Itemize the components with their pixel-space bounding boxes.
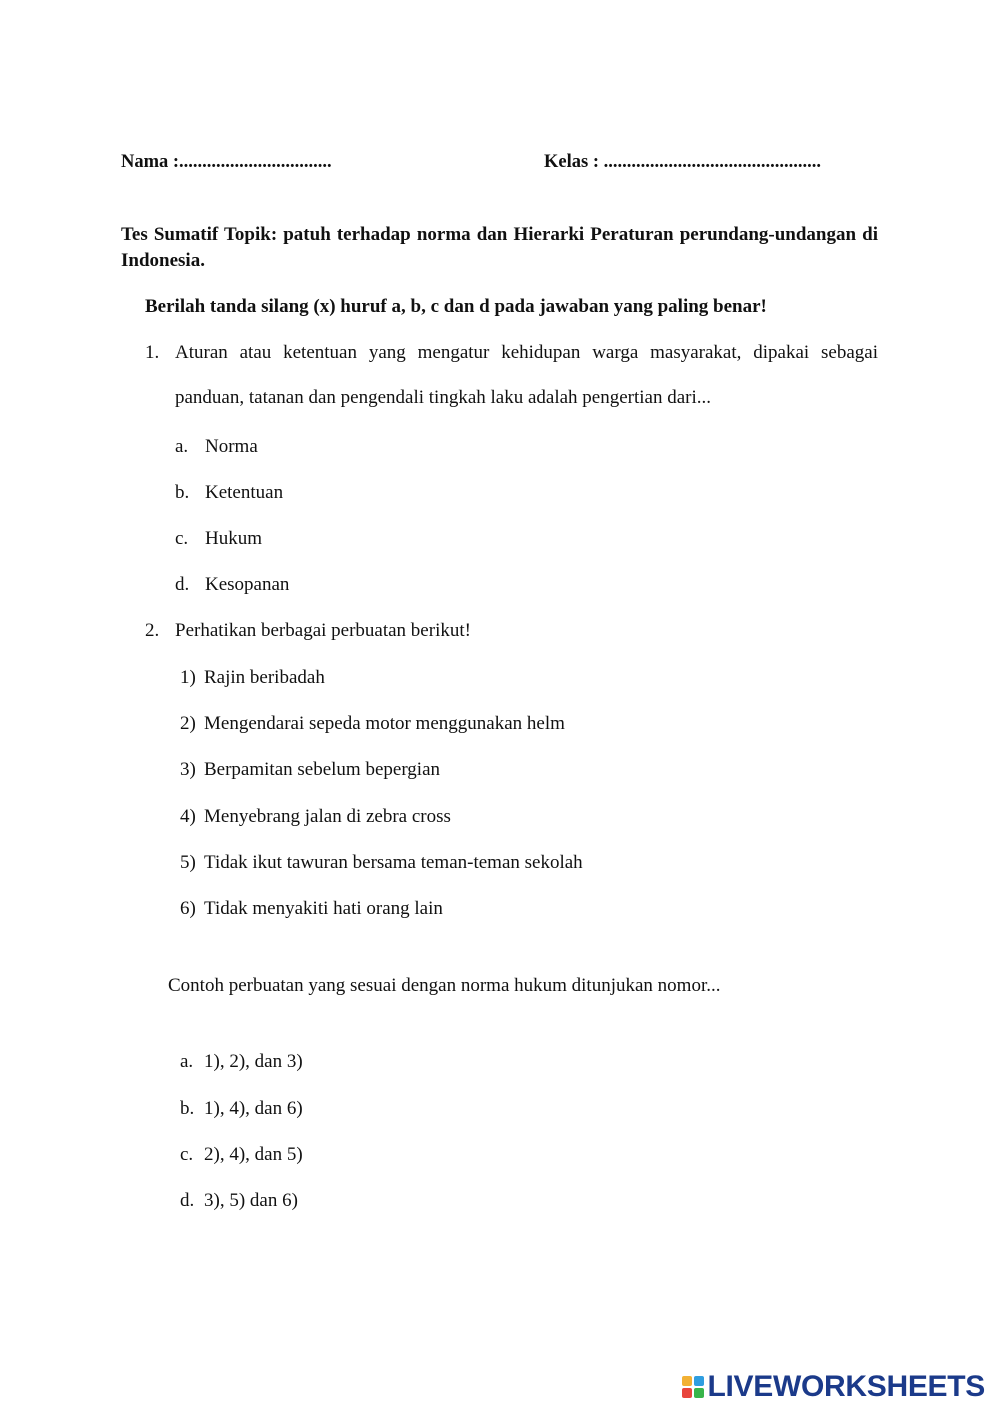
option-text: 1), 2), dan 3): [204, 1051, 303, 1072]
brand-name: LIVEWORKSHEETS: [707, 1370, 985, 1403]
option-letter: c.: [175, 528, 189, 549]
liveworksheets-brand[interactable]: [682, 1372, 986, 1402]
item-number: 4): [180, 806, 196, 827]
q2-item-2: [180, 713, 565, 735]
liveworksheets-logo-icon: [682, 1376, 704, 1398]
item-text: Tidak menyakiti hati orang lain: [204, 898, 443, 919]
question-1-number: 1.: [145, 342, 160, 363]
q1-option-a[interactable]: [175, 436, 258, 458]
option-letter: b.: [180, 1098, 195, 1119]
option-text: 3), 5) dan 6): [204, 1190, 298, 1211]
test-title: Tes Sumatif Topik: patuh terhadap norma dan Hierarki Peraturan perundang-undangan di Indonesia.: [121, 224, 878, 271]
q1-option-c[interactable]: [175, 528, 262, 550]
option-letter: d.: [175, 574, 190, 595]
option-letter: a.: [180, 1051, 194, 1072]
question-1-text: Aturan atau ketentuan yang mengatur kehidupan warga masyarakat, dipakai sebagai: [175, 342, 878, 363]
q1-option-b[interactable]: [175, 482, 283, 504]
kelas-field-label: Kelas : ...............................................: [544, 152, 821, 172]
q2-option-c[interactable]: [180, 1144, 303, 1166]
logo-tile: [694, 1376, 704, 1386]
q2-option-a[interactable]: [180, 1051, 303, 1073]
q2-item-5: [180, 852, 583, 874]
question-1-text-line2: panduan, tatanan dan pengendali tingkah laku adalah pengertian dari...: [175, 387, 712, 408]
q1-option-d[interactable]: [175, 574, 289, 596]
item-text: Rajin beribadah: [204, 667, 325, 688]
option-text: Hukum: [205, 528, 262, 549]
logo-tile: [682, 1388, 692, 1398]
option-letter: b.: [175, 482, 190, 503]
q2-item-4: [180, 806, 451, 828]
q2-option-d[interactable]: [180, 1190, 298, 1212]
option-letter: d.: [180, 1190, 195, 1211]
option-text: Kesopanan: [205, 574, 290, 595]
question-1-text-line1: [145, 342, 878, 364]
item-text: Tidak ikut tawuran bersama teman-teman sekolah: [204, 852, 583, 873]
item-number: 1): [180, 667, 196, 688]
item-text: Menyebrang jalan di zebra cross: [204, 806, 451, 827]
instruction-text: Berilah tanda silang (x) huruf a, b, c dan d pada jawaban yang paling benar!: [145, 296, 767, 317]
logo-tile: [694, 1388, 704, 1398]
question-2: [145, 620, 471, 642]
question-2-number: 2.: [145, 620, 160, 641]
item-number: 3): [180, 759, 196, 780]
logo-tile: [682, 1376, 692, 1386]
option-letter: c.: [180, 1144, 194, 1165]
question-1: [145, 342, 878, 409]
option-letter: a.: [175, 436, 189, 457]
q2-option-b[interactable]: [180, 1098, 303, 1120]
q2-item-1: [180, 667, 325, 689]
item-text: Berpamitan sebelum bepergian: [204, 759, 441, 780]
question-2-text: Perhatikan berbagai perbuatan berikut!: [175, 620, 471, 641]
option-text: Ketentuan: [205, 482, 284, 503]
item-text: Mengendarai sepeda motor menggunakan helm: [204, 713, 565, 734]
item-number: 6): [180, 898, 196, 919]
q2-item-3: [180, 759, 440, 781]
question-2-prompt: Contoh perbuatan yang sesuai dengan norma hukum ditunjukan nomor...: [168, 975, 721, 996]
item-number: 2): [180, 713, 196, 734]
option-text: 2), 4), dan 5): [204, 1144, 303, 1165]
option-text: Norma: [205, 436, 258, 457]
item-number: 5): [180, 852, 196, 873]
nama-field-label: Nama :.................................: [121, 152, 332, 172]
q2-item-6: [180, 898, 443, 920]
option-text: 1), 4), dan 6): [204, 1098, 303, 1119]
